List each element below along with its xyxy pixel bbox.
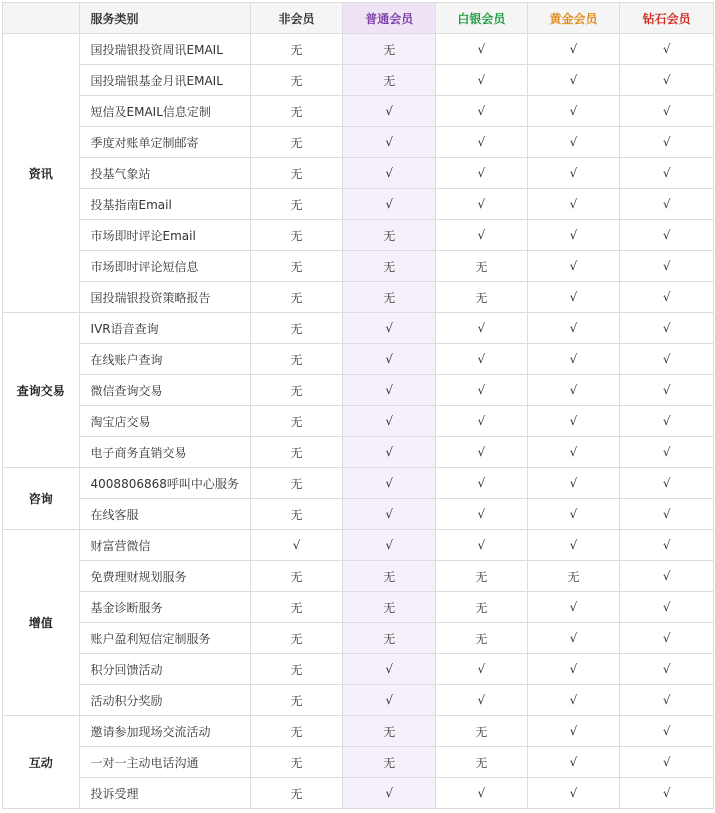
service-name-cell: 微信查询交易 (79, 375, 250, 406)
availability-cell-silver-member: 无 (436, 747, 528, 778)
availability-cell-diamond-member: √ (620, 499, 714, 530)
availability-cell-silver-member: √ (436, 34, 528, 65)
service-name-cell: 电子商务直销交易 (79, 437, 250, 468)
table-row (3, 406, 714, 437)
service-name-cell: 投基气象站 (79, 158, 250, 189)
membership-service-table (2, 2, 714, 809)
availability-cell-basic-member: √ (343, 313, 436, 344)
availability-cell-silver-member: 无 (436, 623, 528, 654)
table-row (3, 313, 714, 344)
service-name-cell: 财富营微信 (79, 530, 250, 561)
table-row (3, 530, 714, 561)
availability-cell-diamond-member: √ (620, 778, 714, 809)
availability-cell-non-member: 无 (250, 561, 343, 592)
availability-cell-non-member: 无 (250, 158, 343, 189)
availability-cell-basic-member: √ (343, 685, 436, 716)
table-row (3, 96, 714, 127)
table-row (3, 747, 714, 778)
availability-cell-gold-member: √ (527, 623, 620, 654)
service-name-cell: 国投瑞银投资策略报告 (79, 282, 250, 313)
availability-cell-basic-member: 无 (343, 34, 436, 65)
availability-cell-non-member: 无 (250, 654, 343, 685)
table-row (3, 344, 714, 375)
availability-cell-silver-member: √ (436, 127, 528, 158)
availability-cell-diamond-member: √ (620, 158, 714, 189)
service-name-cell: 一对一主动电话沟通 (79, 747, 250, 778)
availability-cell-non-member: 无 (250, 437, 343, 468)
availability-cell-silver-member: √ (436, 685, 528, 716)
availability-cell-diamond-member: √ (620, 96, 714, 127)
table-row (3, 437, 714, 468)
table-header (3, 3, 714, 34)
availability-cell-gold-member: √ (527, 468, 620, 499)
service-name-cell: 在线客服 (79, 499, 250, 530)
availability-cell-gold-member: √ (527, 96, 620, 127)
header-service-category: 服务类别 (79, 3, 250, 34)
table-row (3, 220, 714, 251)
availability-cell-non-member: 无 (250, 34, 343, 65)
availability-cell-silver-member: √ (436, 778, 528, 809)
service-name-cell: 国投瑞银投资周讯EMAIL (79, 34, 250, 65)
availability-cell-diamond-member: √ (620, 437, 714, 468)
header-row (3, 3, 714, 34)
availability-cell-basic-member: √ (343, 344, 436, 375)
service-name-cell: 短信及EMAIL信息定制 (79, 96, 250, 127)
availability-cell-non-member: 无 (250, 685, 343, 716)
availability-cell-diamond-member: √ (620, 65, 714, 96)
availability-cell-diamond-member: √ (620, 716, 714, 747)
availability-cell-diamond-member: √ (620, 468, 714, 499)
availability-cell-non-member: 无 (250, 189, 343, 220)
availability-cell-basic-member: √ (343, 468, 436, 499)
availability-cell-gold-member: √ (527, 499, 620, 530)
availability-cell-basic-member: √ (343, 189, 436, 220)
availability-cell-basic-member: 无 (343, 623, 436, 654)
availability-cell-basic-member: 无 (343, 716, 436, 747)
availability-cell-silver-member: √ (436, 189, 528, 220)
availability-cell-diamond-member: √ (620, 592, 714, 623)
availability-cell-diamond-member: √ (620, 406, 714, 437)
availability-cell-gold-member: √ (527, 654, 620, 685)
availability-cell-silver-member: 无 (436, 251, 528, 282)
service-name-cell: 在线账户查询 (79, 344, 250, 375)
availability-cell-basic-member: 无 (343, 747, 436, 778)
availability-cell-basic-member: 无 (343, 65, 436, 96)
header-silver-member: 白银会员 (436, 3, 528, 34)
availability-cell-non-member: 无 (250, 96, 343, 127)
availability-cell-diamond-member: √ (620, 623, 714, 654)
availability-cell-gold-member: √ (527, 313, 620, 344)
category-cell: 咨询 (3, 468, 80, 530)
header-category (3, 3, 80, 34)
availability-cell-diamond-member: √ (620, 127, 714, 158)
availability-cell-basic-member: 无 (343, 592, 436, 623)
service-name-cell: 淘宝店交易 (79, 406, 250, 437)
availability-cell-basic-member: 无 (343, 561, 436, 592)
availability-cell-silver-member: 无 (436, 716, 528, 747)
availability-cell-gold-member: √ (527, 530, 620, 561)
availability-cell-basic-member: 无 (343, 251, 436, 282)
header-diamond-member: 钻石会员 (620, 3, 714, 34)
table-row (3, 158, 714, 189)
service-name-cell: 市场即时评论Email (79, 220, 250, 251)
availability-cell-diamond-member: √ (620, 747, 714, 778)
table-row (3, 251, 714, 282)
table-row (3, 127, 714, 158)
availability-cell-silver-member: √ (436, 344, 528, 375)
availability-cell-non-member: 无 (250, 375, 343, 406)
availability-cell-diamond-member: √ (620, 282, 714, 313)
availability-cell-gold-member: √ (527, 65, 620, 96)
availability-cell-diamond-member: √ (620, 561, 714, 592)
availability-cell-non-member: 无 (250, 282, 343, 313)
table-row (3, 189, 714, 220)
availability-cell-diamond-member: √ (620, 313, 714, 344)
availability-cell-gold-member: √ (527, 344, 620, 375)
availability-cell-gold-member: √ (527, 282, 620, 313)
service-name-cell: 国投瑞银基金月讯EMAIL (79, 65, 250, 96)
service-name-cell: 积分回馈活动 (79, 654, 250, 685)
availability-cell-gold-member: √ (527, 220, 620, 251)
service-name-cell: IVR语音查询 (79, 313, 250, 344)
service-name-cell: 投基指南Email (79, 189, 250, 220)
availability-cell-non-member: 无 (250, 499, 343, 530)
service-name-cell: 市场即时评论短信息 (79, 251, 250, 282)
table-row (3, 685, 714, 716)
availability-cell-basic-member: √ (343, 530, 436, 561)
availability-cell-basic-member: √ (343, 654, 436, 685)
availability-cell-diamond-member: √ (620, 654, 714, 685)
availability-cell-basic-member: 无 (343, 282, 436, 313)
availability-cell-non-member: 无 (250, 220, 343, 251)
availability-cell-non-member: 无 (250, 747, 343, 778)
availability-cell-basic-member: √ (343, 96, 436, 127)
availability-cell-gold-member: √ (527, 251, 620, 282)
availability-cell-gold-member: √ (527, 685, 620, 716)
availability-cell-gold-member: √ (527, 778, 620, 809)
availability-cell-non-member: 无 (250, 716, 343, 747)
availability-cell-silver-member: √ (436, 220, 528, 251)
table-row (3, 716, 714, 747)
service-name-cell: 投诉受理 (79, 778, 250, 809)
availability-cell-silver-member: √ (436, 654, 528, 685)
availability-cell-silver-member: √ (436, 499, 528, 530)
availability-cell-non-member: 无 (250, 468, 343, 499)
availability-cell-gold-member: √ (527, 592, 620, 623)
table-row (3, 34, 714, 65)
availability-cell-non-member: 无 (250, 623, 343, 654)
table-row (3, 654, 714, 685)
header-non-member: 非会员 (250, 3, 343, 34)
availability-cell-diamond-member: √ (620, 530, 714, 561)
availability-cell-basic-member: √ (343, 375, 436, 406)
availability-cell-non-member: 无 (250, 65, 343, 96)
availability-cell-gold-member: √ (527, 127, 620, 158)
availability-cell-non-member: 无 (250, 251, 343, 282)
availability-cell-non-member: 无 (250, 344, 343, 375)
table-row (3, 561, 714, 592)
availability-cell-diamond-member: √ (620, 344, 714, 375)
availability-cell-gold-member: 无 (527, 561, 620, 592)
availability-cell-gold-member: √ (527, 716, 620, 747)
availability-cell-gold-member: √ (527, 189, 620, 220)
availability-cell-basic-member: √ (343, 406, 436, 437)
category-cell: 互动 (3, 716, 80, 809)
availability-cell-gold-member: √ (527, 158, 620, 189)
availability-cell-gold-member: √ (527, 747, 620, 778)
availability-cell-silver-member: √ (436, 375, 528, 406)
service-name-cell: 4008806868呼叫中心服务 (79, 468, 250, 499)
availability-cell-basic-member: √ (343, 778, 436, 809)
availability-cell-non-member: 无 (250, 592, 343, 623)
availability-cell-basic-member: √ (343, 499, 436, 530)
table-row (3, 592, 714, 623)
service-name-cell: 活动积分奖励 (79, 685, 250, 716)
category-cell: 增值 (3, 530, 80, 716)
availability-cell-silver-member: √ (436, 65, 528, 96)
category-cell: 资讯 (3, 34, 80, 313)
availability-cell-non-member: 无 (250, 313, 343, 344)
service-name-cell: 基金诊断服务 (79, 592, 250, 623)
availability-cell-gold-member: √ (527, 34, 620, 65)
availability-cell-basic-member: 无 (343, 220, 436, 251)
availability-cell-gold-member: √ (527, 375, 620, 406)
availability-cell-silver-member: 无 (436, 561, 528, 592)
table-row (3, 65, 714, 96)
service-name-cell: 季度对账单定制邮寄 (79, 127, 250, 158)
availability-cell-silver-member: √ (436, 313, 528, 344)
table-row (3, 778, 714, 809)
category-cell: 查询交易 (3, 313, 80, 468)
availability-cell-silver-member: 无 (436, 282, 528, 313)
table-body (3, 34, 714, 809)
table-row (3, 468, 714, 499)
availability-cell-non-member: √ (250, 530, 343, 561)
availability-cell-gold-member: √ (527, 437, 620, 468)
service-name-cell: 免费理财规划服务 (79, 561, 250, 592)
availability-cell-basic-member: √ (343, 158, 436, 189)
table-row (3, 623, 714, 654)
availability-cell-diamond-member: √ (620, 375, 714, 406)
service-name-cell: 邀请参加现场交流活动 (79, 716, 250, 747)
availability-cell-non-member: 无 (250, 778, 343, 809)
availability-cell-non-member: 无 (250, 127, 343, 158)
availability-cell-silver-member: √ (436, 406, 528, 437)
availability-cell-basic-member: √ (343, 127, 436, 158)
table-row (3, 375, 714, 406)
availability-cell-diamond-member: √ (620, 685, 714, 716)
availability-cell-diamond-member: √ (620, 251, 714, 282)
availability-cell-silver-member: √ (436, 530, 528, 561)
availability-cell-silver-member: 无 (436, 592, 528, 623)
availability-cell-diamond-member: √ (620, 189, 714, 220)
availability-cell-diamond-member: √ (620, 34, 714, 65)
availability-cell-silver-member: √ (436, 158, 528, 189)
availability-cell-basic-member: √ (343, 437, 436, 468)
header-gold-member: 黄金会员 (527, 3, 620, 34)
availability-cell-gold-member: √ (527, 406, 620, 437)
table-row (3, 282, 714, 313)
availability-cell-silver-member: √ (436, 96, 528, 127)
header-basic-member: 普通会员 (343, 3, 436, 34)
availability-cell-silver-member: √ (436, 468, 528, 499)
service-name-cell: 账户盈利短信定制服务 (79, 623, 250, 654)
availability-cell-diamond-member: √ (620, 220, 714, 251)
availability-cell-silver-member: √ (436, 437, 528, 468)
table-row (3, 499, 714, 530)
availability-cell-non-member: 无 (250, 406, 343, 437)
